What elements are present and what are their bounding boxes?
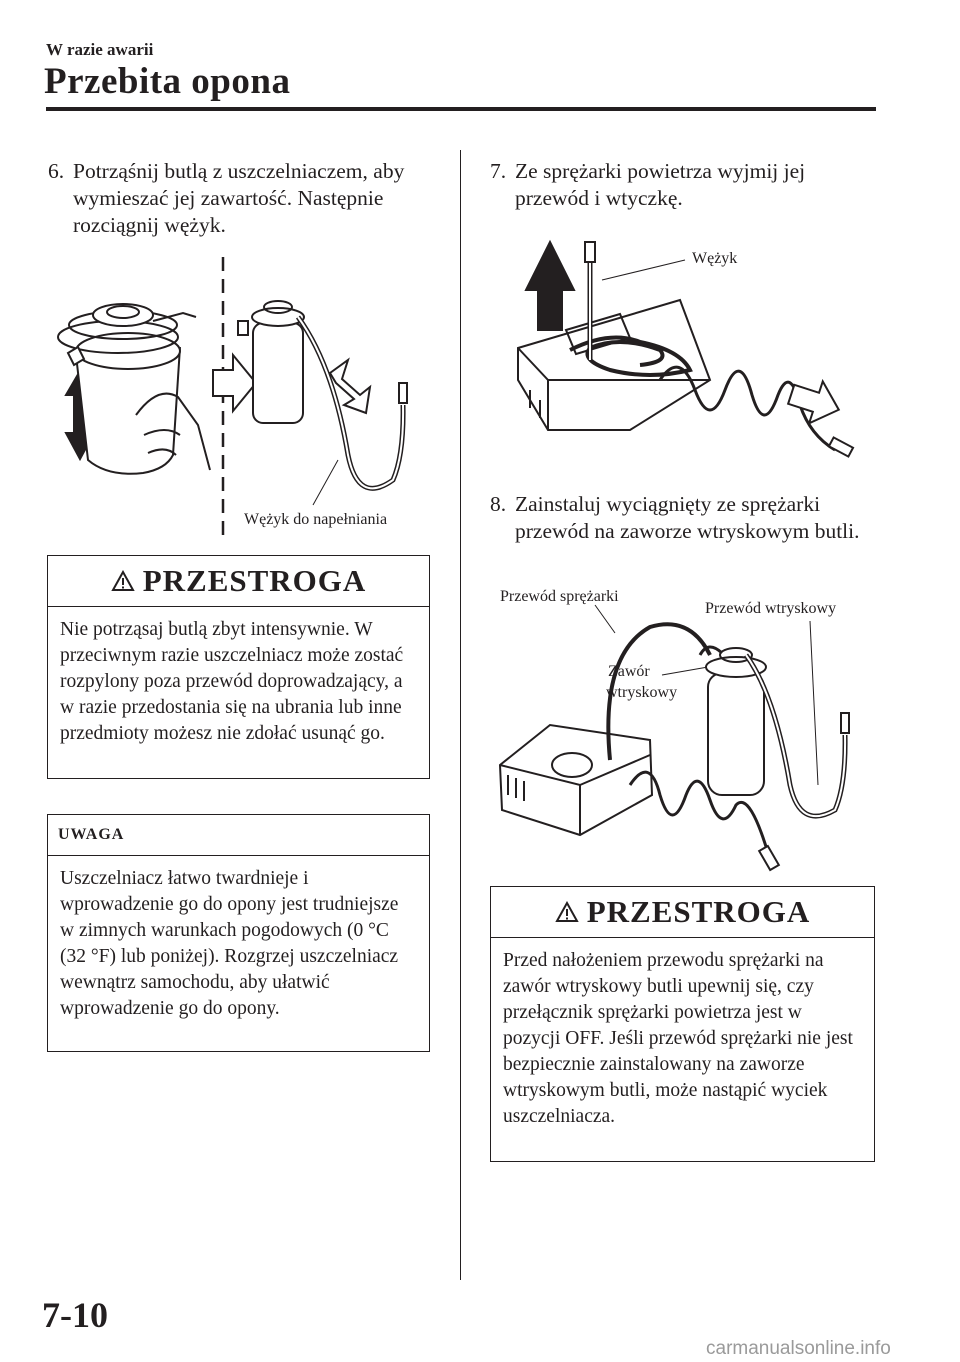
caution-box-1 <box>47 555 430 779</box>
section-label: W razie awarii <box>46 40 154 59</box>
caution-box-2 <box>490 886 875 1162</box>
watermark: carmanualsonline.info <box>706 1338 891 1359</box>
step-7 <box>490 158 875 212</box>
warning-triangle-icon <box>111 570 135 592</box>
step-number: 8. <box>490 492 507 516</box>
valve-label-line1: Zawór <box>608 663 650 680</box>
hose-label: Wężyk do napełniania <box>244 511 388 528</box>
caution-body: Przed nałożeniem przewodu sprężarki na zawór wtryskowy butli upewnij się, czy przełącznik sprężarki powietrza jest w pozycji OFF. Jeśli przewód sprężarki nie jest bezpiecznie zainstalowany na zaworze wtryskowym butli, może nastąpić wyciek uszczelniacza. <box>503 950 853 1127</box>
caution-heading: PRZESTROGA <box>586 894 811 929</box>
caution-header <box>48 556 429 607</box>
step-text: Ze sprężarki powietrza wyjmij jej przewód i wtyczkę. <box>515 159 806 210</box>
note-box <box>47 814 430 1052</box>
page-number: 7-10 <box>42 1295 108 1335</box>
step-text: Zainstaluj wyciągnięty ze sprężarki przewód na zaworze wtryskowym butli. <box>515 492 860 543</box>
figure-shake-bottle <box>48 255 433 545</box>
warning-triangle-icon <box>555 901 579 923</box>
caution-header <box>491 887 874 938</box>
hose-label: Wężyk <box>692 250 738 267</box>
figure-compressor-hose <box>490 230 875 480</box>
injection-hose-label: Przewód wtryskowy <box>705 600 837 617</box>
page-title: Przebita opona <box>44 61 291 102</box>
step-text: Potrząśnij butlą z uszczelniaczem, aby wymieszać jej zawartość. Następnie rozciągnij wężyk. <box>73 159 405 237</box>
column-divider <box>460 150 461 1280</box>
note-body: Uszczelniacz łatwo twardnieje i wprowadzenie go do opony jest trudniejsze w zimnych warunkach pogodowych (0 °C (32 °F) lub poniżej). Rozgrzej uszczelniacz wewnątrz samochodu, aby ułatwić wprowadzenie go do opony. <box>60 868 399 1019</box>
caution-body: Nie potrząsaj butlą zbyt intensywnie. W przeciwnym razie uszczelniacz może zostać rozpylony poza przewód doprowadzający, a w razie przedostania się na ubrania lub inne przedmioty możesz nie zdołać usunąć go. <box>60 619 404 744</box>
step-number: 6. <box>48 159 65 183</box>
valve-label-line2: wtryskowy <box>606 684 678 701</box>
step-number: 7. <box>490 159 507 183</box>
step-6 <box>48 158 433 239</box>
step-8 <box>490 491 875 545</box>
note-heading: UWAGA <box>48 815 429 856</box>
compressor-hose-label: Przewód sprężarki <box>500 588 619 605</box>
title-rule <box>46 107 876 111</box>
figure-connected-setup <box>490 585 875 875</box>
caution-heading: PRZESTROGA <box>142 563 367 598</box>
